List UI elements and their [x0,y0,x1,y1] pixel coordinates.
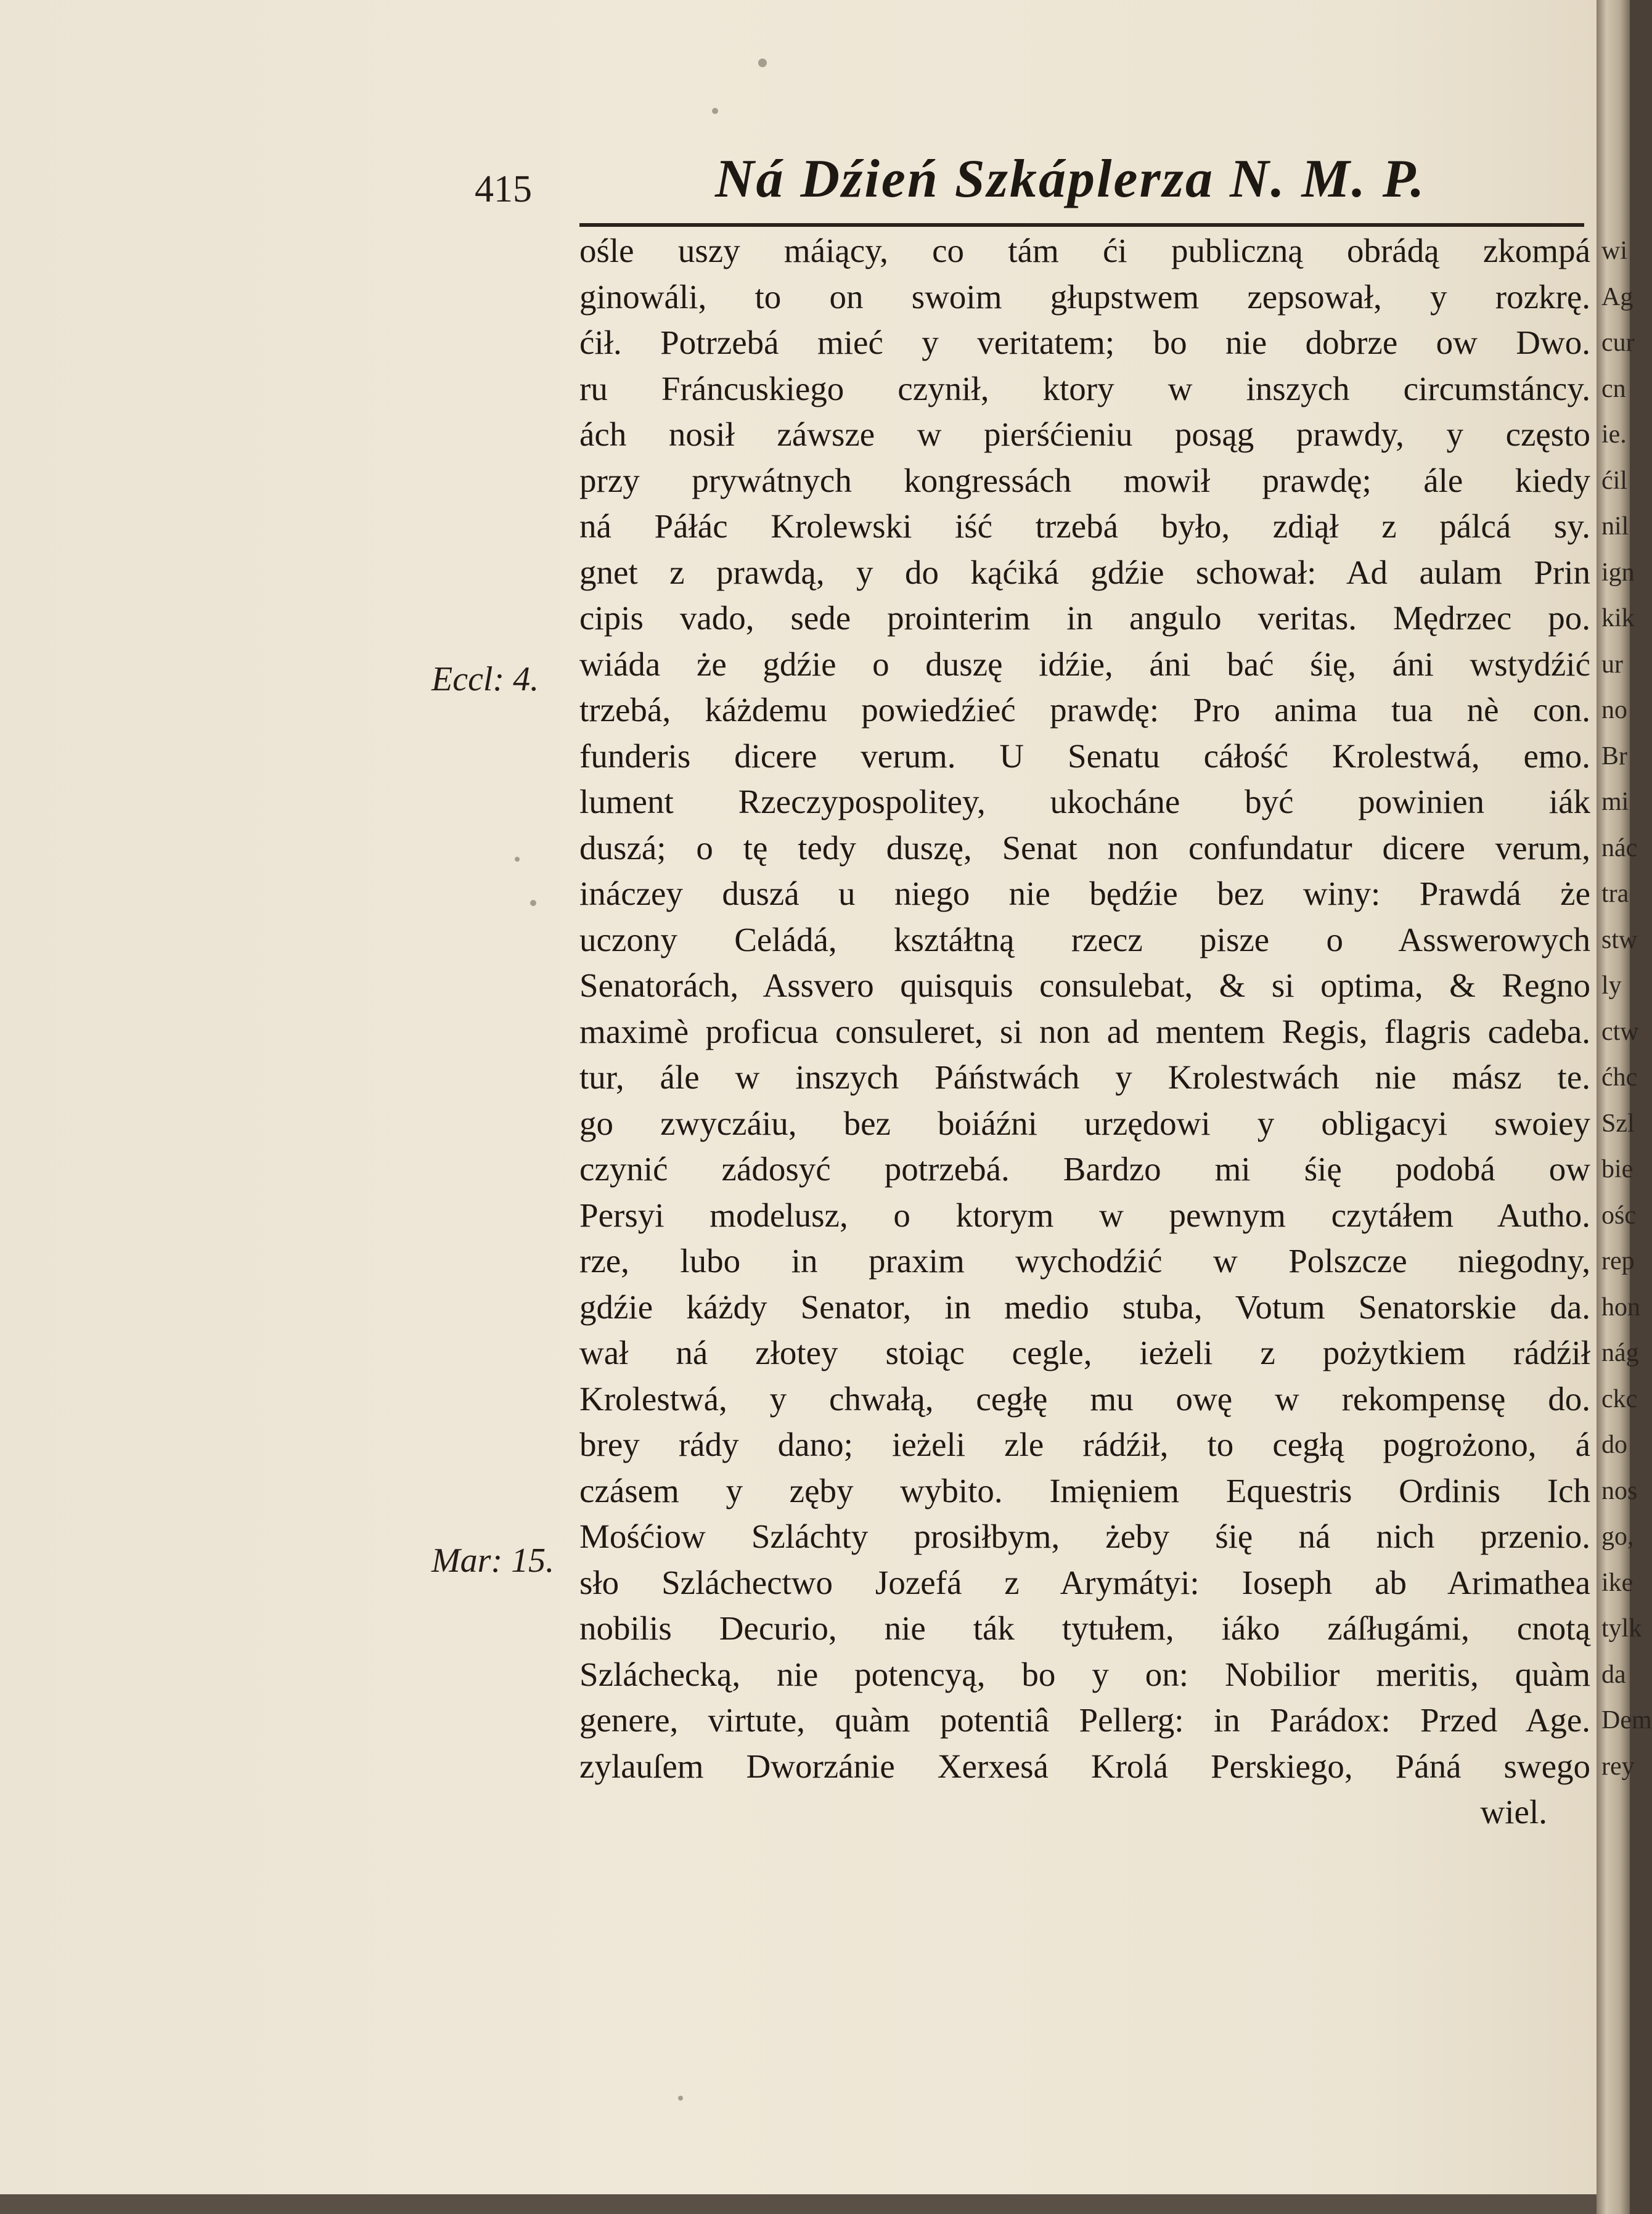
body-text [579,228,1590,1836]
text-line: ná Páłác Krolewski iść trzebá było, zdiął z pálcá sy. [579,507,1590,545]
text-line: trzebá, káżdemu powiedźieć prawdę: Pro anima tua nè con. [579,691,1590,729]
text-line: lument Rzeczypospolitey, ukocháne być powinien iák [579,783,1590,820]
text-line: tur, ále w inszych Páństwách y Krolestwách nie mász te. [579,1058,1590,1096]
next-page-text-fragment: nos [1601,1476,1638,1505]
text-line: nobilis Decurio, nie ták tytułem, iáko záſługámi, cnotą [579,1609,1590,1647]
next-page-text-fragment: nág [1601,1339,1639,1367]
next-page-fragment [1600,0,1652,2214]
next-page-text-fragment: ćil [1601,466,1627,495]
next-page-text-fragment: do [1601,1431,1627,1459]
text-line: ináczey duszá u niego nie będźie bez winy: Prawdá że [579,875,1590,912]
margin-note-mar: Mar: 15. [431,1542,555,1580]
text-line: rze, lubo in praxim wychodźić w Polszcze niegodny, [579,1242,1590,1280]
text-line: wiel. [1480,1793,1547,1831]
text-line: ru Fráncuskiego czynił, ktory w inszych circumstáncy. [579,369,1590,407]
text-line: Szláchecką, nie potencyą, bo y on: Nobilior meritis, quàm [579,1655,1590,1693]
running-title: Ná Dźień Szkáplerza N. M. P. [715,149,1426,209]
text-line: gnet z prawdą, y do kąćiká gdźie schował: Ad aulam Prin [579,553,1590,591]
next-page-text-fragment: cur [1601,329,1635,357]
next-page-text-fragment: nil [1601,512,1629,541]
foxing-spot [678,2096,683,2101]
next-page-text-fragment: ign [1601,558,1635,587]
page-number: 415 [475,168,532,210]
text-line: brey rády dano; ieżeli zle rádźił, to cegłą pogrożono, á [579,1426,1590,1463]
text-line: ách nosił záwsze w pierśćieniu posąg prawdy, y często [579,415,1590,453]
text-line: funderis dicere verum. U Senatu cáłość Krolestwá, emo. [579,737,1590,775]
next-page-text-fragment: go, [1601,1522,1634,1551]
next-page-text-fragment: Dem [1601,1706,1652,1734]
next-page-text-fragment: hon [1601,1293,1640,1321]
next-page-text-fragment: ie. [1601,420,1627,449]
next-page-text-fragment: ly [1601,971,1622,1000]
text-line: maximè proficua consuleret, si non ad mentem Regis, flagris cadeba. [579,1012,1590,1050]
next-page-text-fragment: mi [1601,788,1629,816]
text-line: czásem y zęby wybito. Imięniem Equestris Ordinis Ich [579,1471,1590,1509]
next-page-text-fragment: wi [1601,237,1627,265]
text-line: wał ná złotey stoiąc cegle, ieżeli z pożytkiem rádźił [579,1334,1590,1371]
text-line: cipis vado, sede prointerim in angulo veritas. Mędrzec po. [579,599,1590,637]
text-line: go zwyczáiu, bez boiáźni urzędowi y obligacyi swoiey [579,1104,1590,1142]
next-page-text-fragment: Ag [1601,282,1634,311]
next-page-text-fragment: stw [1601,925,1638,954]
text-line: genere, virtute, quàm potentiâ Pellerg: in Parádox: Przed Age. [579,1701,1590,1739]
next-page-text-fragment: kik [1601,604,1635,632]
next-page-text-fragment: Br [1601,741,1627,770]
text-line: uczony Celádá, ksztáłtną rzecz pisze o Asswerowych [579,920,1590,958]
foxing-spot [712,108,718,114]
text-line: gdźie káżdy Senator, in medio stuba, Votum Senatorskie da. [579,1288,1590,1326]
text-line: Senatorách, Assvero quisquis consulebat, & si optima, & Regno [579,966,1590,1004]
text-line: sło Szláchectwo Jozefá z Arymátyi: Ioseph ab Arimathea [579,1563,1590,1601]
next-page-text-fragment: cn [1601,374,1626,403]
text-line: zylauſem Dworzánie Xerxesá Krolá Perskiego, Páná swego [579,1747,1590,1785]
text-line: przy prywátnych kongressách mowił prawdę; ále kiedy [579,461,1590,499]
margin-note-eccl: Eccl: 4. [431,660,539,698]
next-page-text-fragment: ike [1601,1568,1634,1597]
foxing-spot [758,59,767,67]
next-page-text-fragment: Szl [1601,1109,1635,1138]
next-page-text-fragment: ctw [1601,1017,1639,1046]
foxing-spot [530,900,536,906]
text-line: Krolestwá, y chwałą, cegłę mu owę w rekompensę do. [579,1379,1590,1418]
text-line: czynić zádosyć potrzebá. Bardzo mi śię podobá ow [579,1150,1590,1188]
header-rule [579,223,1584,227]
next-page-text-fragment: rep [1601,1247,1635,1275]
text-line: ćił. Potrzebá mieć y veritatem; bo nie dobrze ow Dwo. [579,324,1590,361]
next-page-text-fragment: nác [1601,833,1638,862]
foxing-spot [515,857,520,862]
text-line: ginowáli, to on swoim głupstwem zepsował, y rozkrę. [579,277,1590,316]
text-line: ośle uszy máiący, co tám ći publiczną obrádą zkompá [579,232,1590,269]
text-line: wiáda że gdźie o duszę idźie, áni bać śię, áni wstydźić [579,645,1590,683]
text-line: duszá; o tę tedy duszę, Senat non confundatur dicere verum, [579,828,1590,867]
text-line: Persyi modelusz, o ktorym w pewnym czytáłem Autho. [579,1196,1590,1234]
next-page-text-fragment: no [1601,696,1627,724]
next-page-text-fragment: ośc [1601,1201,1636,1230]
next-page-text-fragment: ur [1601,650,1623,679]
text-line: Mośćiow Szláchty prosiłbym, żeby śię ná nich przenio. [579,1518,1590,1555]
next-page-text-fragment: tylk [1601,1614,1642,1643]
next-page-text-fragment: ćhc [1601,1063,1638,1092]
next-page-text-fragment: bie [1601,1155,1634,1183]
next-page-text-fragment: rey [1601,1752,1635,1781]
next-page-text-fragment: ckc [1601,1384,1638,1413]
next-page-text-fragment: da [1601,1660,1626,1689]
next-page-text-fragment: tra [1601,880,1629,908]
